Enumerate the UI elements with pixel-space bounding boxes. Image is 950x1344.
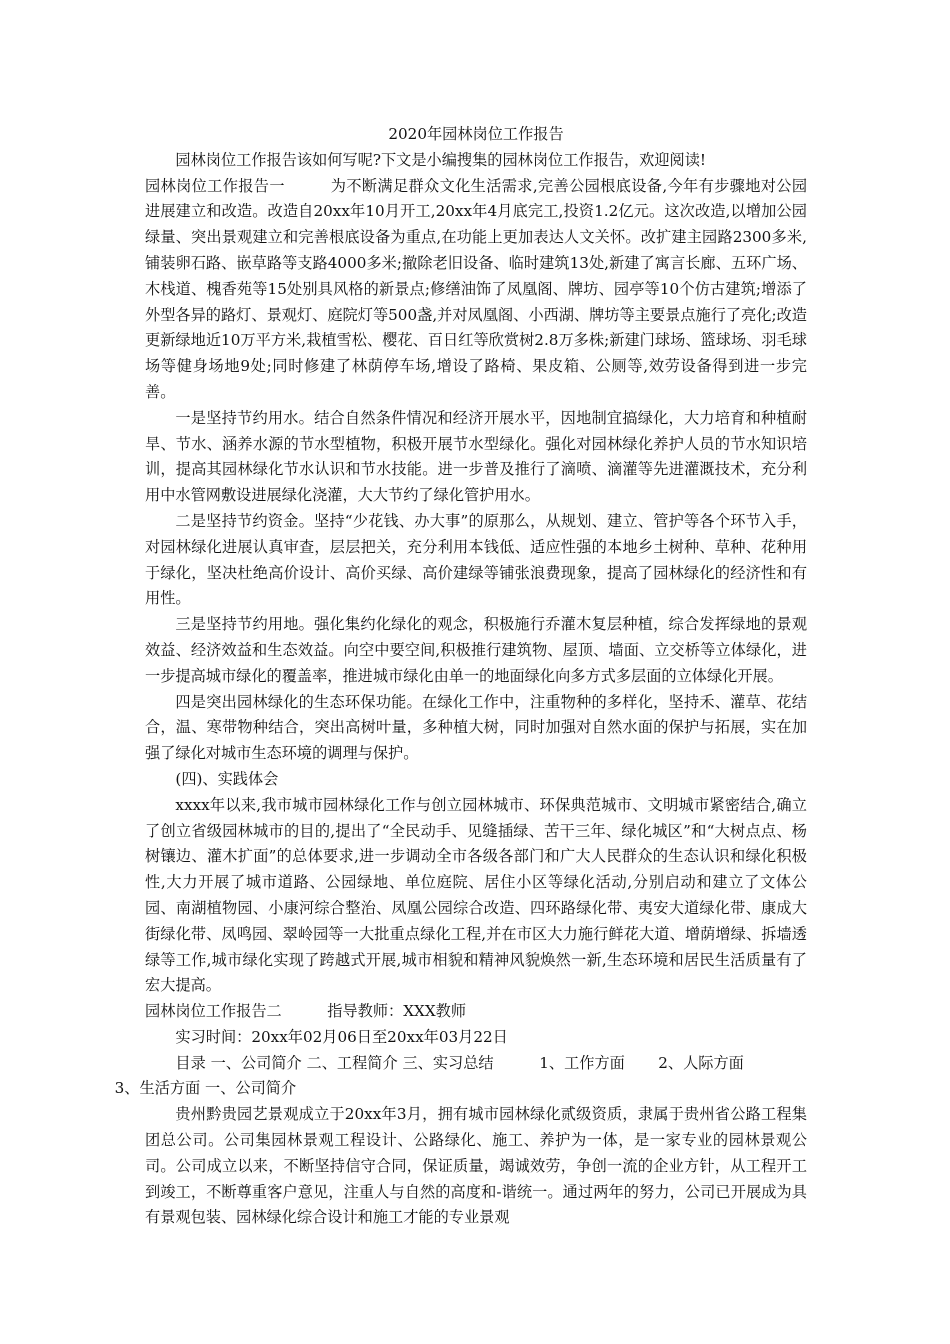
report1-paragraph xyxy=(145,174,807,406)
toc-part-d: 3、生活方面 一、公司简介 xyxy=(114,1079,297,1098)
point-ecology: 四是突出园林绿化的生态环保功能。在绿化工作中，注重物种的多样化，坚持禾、灌草、花结合，温、寒带物种结合，突出高树叶量，多种植大树，同时加强对自然水面的保护与拓展，实在加强了绿化对城市生态环境的调理与保护。 xyxy=(145,692,807,763)
document-title: 2020年园林岗位工作报告 xyxy=(388,125,564,143)
table-of-contents xyxy=(114,1051,807,1103)
intro-paragraph: 园林岗位工作报告该如何写呢?下文是小编搜集的园林岗位工作报告，欢迎阅读! xyxy=(175,150,707,169)
toc-part-a: 目录 一、公司简介 二、工程简介 三、实习总结 xyxy=(175,1053,494,1072)
report2-label: 园林岗位工作报告二 xyxy=(145,1002,282,1021)
internship-time: 实习时间：20xx年02月06日至20xx年03月22日 xyxy=(175,1027,508,1046)
point-water: 一是坚持节约用水。结合自然条件情况和经济开展水平，因地制宜搞绿化，大力培育和种植耐旱、节水、涵养水源的节水型植物，积极开展节水型绿化。强化对园林绿化养护人员的节水知识培训，提高其园林绿化节水认识和节水技能。进一步普及推行了滴喷、滴灌等先进灌溉技术，充分利用中水管网敷设进展绿化浇灌，大大节约了绿化管护用水。 xyxy=(145,408,807,505)
document-page xyxy=(114,122,808,1231)
section4-paragraph: xxxx年以来,我市城市园林绿化工作与创立园林城市、环保典范城市、文明城市紧密结合,确立了创立省级园林城市的目的,提出了“全民动手、见缝插绿、苦干三年、绿化城区”和“大树点点、杨树镶边、灌木扩面”的总体要求,进一步调动全市各级各部门和广大人民群众的生态认识和绿化积极性,大力开展了城市道路、公园绿地、单位庭院、居住小区等绿化活动,分别启动和建立了文体公园、南湖植物园、小康河综合整治、凤凰公园综合改造、四环路绿化带、夷安大道绿化带、康成大街绿化带、凤鸣园、翠岭园等一大批重点绿化工程,并在市区大力施行鲜花大道、增荫增绿、拆墙透绿等工作,城市绿化实现了跨越式开展,城市相貌和精神风貌焕然一新,生态环境和居民生活质量有了宏大提高。 xyxy=(145,795,807,995)
toc-part-b: 1、工作方面 xyxy=(539,1053,625,1072)
point-funds: 二是坚持节约资金。坚持“少花钱、办大事”的原那么，从规划、建立、管护等各个环节入手，对园林绿化进展认真审查，层层把关，充分利用本钱低、适应性强的本地乡土树种、草种、花种用于绿化，坚决杜绝高价设计、高价买绿、高价建绿等铺张浪费现象，提高了园林绿化的经济性和有用性。 xyxy=(145,511,807,608)
report1-label: 园林岗位工作报告一 xyxy=(145,176,285,195)
report1-text: 为不断满足群众文化生活需求,完善公园根底设备,今年有步骤地对公园进展建立和改造。改造自20xx年10月开工,20xx年4月底完工,投资1.2亿元。这次改造,以增加公园绿量、突出景观建立和完善根底设备为重点,在功能上更加表达人文关怀。改扩建主园路2300多米,铺装卵石路、嵌草路等支路4000多米;撤除老旧设备、临时建筑13处,新建了寓言长廊、五环广场、木栈道、槐香苑等15处别具风格的新景点;修缮油饰了凤凰阁、牌坊、园亭等10个仿古建筑;增添了外型各异的路灯、景观灯、庭院灯等500盏,并对凤凰阁、小西湖、牌坊等主要景点施行了亮化;改造更新绿地近10万平方米,栽植雪松、樱花、百日红等欣赏树2.8万多株;新建门球场、篮球场、羽毛球场等健身场地9处;同时修建了林荫停车场,增设了路椅、果皮箱、公厕等,效劳设备得到进一步完善。 xyxy=(145,176,808,401)
section4-heading: (四)、实践体会 xyxy=(175,769,279,788)
toc-part-c: 2、人际方面 xyxy=(658,1053,744,1072)
report2-teacher: 指导教师：XXX教师 xyxy=(327,1002,467,1021)
report2-header xyxy=(145,999,807,1025)
point-land: 三是坚持节约用地。强化集约化绿化的观念，积极施行乔灌木复层种植，综合发挥绿地的景观效益、经济效益和生态效益。向空中要空间,积极推行建筑物、屋顶、墙面、立交桥等立体绿化，进一步提高城市绿化的覆盖率，推进城市绿化由单一的地面绿化向多方式多层面的立体绿化开展。 xyxy=(145,615,807,685)
company-paragraph: 贵州黔贵园艺景观成立于20xx年3月，拥有城市园林绿化贰级资质，隶属于贵州省公路工程集团总公司。公司集园林景观工程设计、公路绿化、施工、养护为一体，是一家专业的园林景观公司。公司成立以来，不断坚持信守合同，保证质量，竭诚效劳，争创一流的企业方针，从工程开工到竣工，不断尊重客户意见，注重人与自然的高度和-谐统一。通过两年的努力，公司已开展成为具有景观包装、园林绿化综合设计和施工才能的专业景观 xyxy=(145,1105,807,1227)
